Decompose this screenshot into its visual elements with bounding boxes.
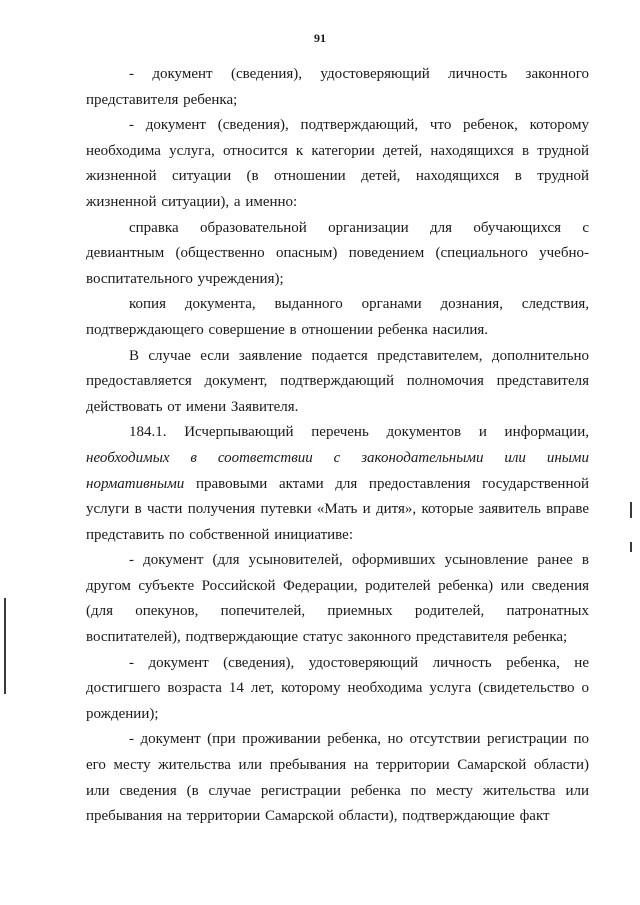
paragraph-school-certificate: справка образовательной организации для обучающихся с девиантным (общественно опасным) поведением (специального учебно-воспитательного учреждения); xyxy=(86,219,589,287)
scan-margin-mark-right-lower xyxy=(630,542,632,552)
scan-margin-mark-left xyxy=(4,598,6,694)
paragraph-184-1-tail: правовыми актами для предоставления государственной услуги в части получения путевки «Мать и дитя», которые заявитель вправе представить по собственной инициативе: xyxy=(86,475,589,543)
page-number: 91 xyxy=(314,31,326,45)
paragraph-184-1-italic: необходимых в соответствии с законодательными или иными нормативными xyxy=(86,449,589,492)
paragraph-184-1-exhaustive-list xyxy=(86,420,589,548)
document-body xyxy=(86,62,589,830)
paragraph-child-id-document: - документ (сведения), удостоверяющий личность ребенка, не достигшего возраста 14 лет, которому необходима услуга (свидетельство о рождении); xyxy=(86,654,589,722)
scan-margin-mark-right-upper xyxy=(630,502,632,518)
paragraph-guardian-id-document: - документ (сведения), удостоверяющий личность законного представителя ребенка; xyxy=(86,66,589,108)
paragraph-guardian-status-document: - документ (для усыновителей, оформивших усыновление ранее в другом субъекте Российской Федерации, родителей ребенка) или сведения (для опекунов, попечителей, приемных родителей, патронатных воспитателей), подтверждающие статус законного представителя ребенка; xyxy=(86,552,589,646)
paragraph-184-1-lead: 184.1. Исчерпывающий перечень документов и информации, xyxy=(129,424,589,441)
paragraph-representative-authority: В случае если заявление подается представителем, дополнительно предоставляется документ, подтверждающий полномочия представителя действовать от имени Заявителя. xyxy=(86,347,589,415)
paragraph-hardship-category-document: - документ (сведения), подтверждающий, что ребенок, которому необходима услуга, относится к категории детей, находящихся в трудной жизненной ситуации (в отношении детей, находящихся в трудной жизненной ситуации), а именно: xyxy=(86,117,589,210)
paragraph-inquiry-document-copy: копия документа, выданного органами дознания, следствия, подтверждающего совершение в отношении ребенка насилия. xyxy=(86,296,589,338)
paragraph-residence-document: - документ (при проживании ребенка, но отсутствии регистрации по его месту жительства или пребывания на территории Самарской области) или сведения (в случае регистрации ребенка по месту жительства или пребывания на территории Самарской области), подтверждающие факт xyxy=(86,731,589,825)
